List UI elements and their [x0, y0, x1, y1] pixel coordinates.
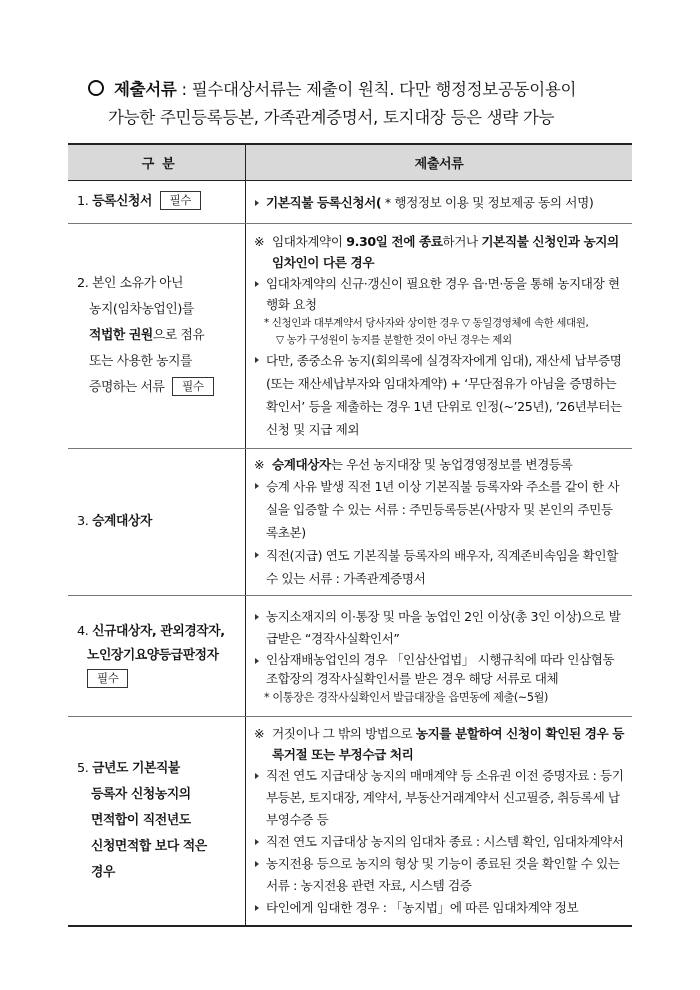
document-item: 농지전용 등으로 농지의 형상 및 기능이 종료된 것을 확인할 수 있는 서류 : 농지전용 관련 자료, 시스템 검증 — [254, 853, 624, 897]
note-item — [254, 454, 624, 475]
category-line — [77, 375, 239, 401]
category-title: 승계대상자 — [92, 514, 152, 529]
document-name: 기본직불 등록신청서( — [266, 194, 382, 210]
category-line — [77, 834, 239, 860]
category-line — [77, 756, 239, 782]
category-line — [77, 323, 239, 349]
note-text: 임대차계약이 — [272, 234, 347, 249]
submission-docs-intro — [88, 76, 648, 132]
row-category — [68, 717, 246, 927]
row-documents — [246, 449, 633, 596]
footnote: * 신청인과 대부계약서 당사자와 상이한 경우 ▽ 동일경영체에 속한 세대원, — [264, 317, 589, 329]
category-line — [77, 620, 239, 644]
row-documents — [246, 717, 633, 927]
table-row — [68, 449, 632, 596]
required-badge: 필수 — [87, 669, 128, 688]
hollow-circle-bullet-icon — [88, 80, 104, 96]
footnote: ▽ 농가 구성원이 농지를 분할한 것이 아닌 경우는 제외 — [276, 334, 512, 346]
row-documents — [246, 181, 633, 224]
intro-separator: : — [176, 80, 192, 99]
category-title: 신청면적합 보다 적은 — [91, 839, 207, 854]
category-title: 노인장기요양등급판정자 — [87, 648, 219, 663]
category-line — [77, 644, 239, 668]
category-line — [77, 782, 239, 808]
category-line — [77, 808, 239, 834]
category-title: 등록신청서 — [92, 194, 152, 209]
document-note: * 행정정보 이용 및 정보제공 동의 서명) — [381, 194, 594, 210]
category-title: 경우 — [91, 865, 115, 880]
category-title: 신규대상자, 관외경작자, — [92, 624, 225, 639]
row-category — [68, 449, 246, 596]
category-title: 금년도 기본직불 — [92, 761, 180, 776]
document-item: 인삼재배농업인의 경우 「인삼산업법」 시행규칙에 따라 인삼협동조합장의 경작사실확인서를 받은 경우 해당 서류로 대체 — [254, 650, 624, 688]
document-item — [254, 192, 624, 213]
note-text: 거짓이나 그 밖의 방법으로 — [272, 726, 416, 741]
row-documents — [246, 224, 633, 449]
note-bold: 농지를 분할하여 신청이 확인된 경우 등록거절 또는 부정수급 처리 — [272, 726, 625, 762]
note-bold: 9.30일 전에 종료 — [346, 234, 443, 249]
row-category — [68, 224, 246, 449]
table-row — [68, 224, 632, 449]
intro-line-1 — [88, 76, 648, 104]
document-item: 직전 연도 지급대상 농지의 매매계약 등 소유권 이전 증명자료 : 등기부등본, 토지대장, 계약서, 부동산거래계약서 신고필증, 취등록세 납부영수증 등 — [254, 765, 624, 831]
category-line: 2. 본인 소유가 아닌 — [77, 276, 184, 291]
row-documents — [246, 596, 633, 717]
document-item: 다만, 종중소유 농지(회의록에 실경작자에게 임대), 재산세 납부증명(또는 재산세납부자와 임대차계약) + ‘무단점유가 아님을 증명하는 확인서’ 등을 제출하는 경우 1년 단위로 인정(~’25년), ’26년부터는 신청 및 지급 제외 — [254, 349, 624, 441]
category-text: 으로 점유 — [152, 328, 205, 343]
note-text: 는 우선 농지대장 및 농업경영정보를 변경등록 — [330, 457, 573, 472]
note-item — [254, 231, 624, 273]
note-bold: 기본직불 신청인과 농지의 임차인이 다른 경우 — [272, 234, 619, 270]
category-title: 등록자 신청농지의 — [91, 787, 191, 802]
row-category — [68, 596, 246, 717]
document-item: 승계 사유 발생 직전 1년 이상 기본직불 등록자와 주소를 같이 한 사실을 입증할 수 있는 서류 : 주민등록등본(사망자 및 본인의 주민등록초본) — [254, 475, 624, 544]
table-row — [68, 717, 632, 927]
category-line — [77, 860, 239, 886]
category-line: 농지(임차농업인)를 — [89, 302, 194, 317]
submission-documents-table — [68, 143, 632, 927]
document-item: 직전(지급) 연도 기본직불 등록자의 배우자, 직계존비속임을 확인할 수 있는 서류 : 가족관계증명서 — [254, 544, 624, 590]
footnote: * 이통장은 경작사실확인서 발급대장을 읍면동에 제출(~5월) — [264, 690, 548, 704]
reference-mark-icon: ※ — [254, 234, 265, 249]
header-category: 구 분 — [68, 144, 246, 181]
row-number: 5. — [77, 761, 89, 776]
document-item: 타인에게 임대한 경우 : 「농지법」에 따른 임대차계약 정보 — [254, 897, 624, 919]
category-text: 증명하는 서류 — [89, 380, 165, 395]
note-bold: 승계대상자 — [272, 457, 331, 472]
row-number: 4. — [77, 624, 89, 639]
table-header-row — [68, 144, 632, 181]
intro-title: 제출서류 — [114, 80, 177, 99]
note-text: 하거나 — [442, 234, 482, 249]
reference-mark-icon: ※ — [254, 726, 265, 741]
row-number: 3. — [77, 514, 89, 529]
required-badge: 필수 — [172, 377, 213, 396]
row-category — [68, 181, 246, 224]
header-documents: 제출서류 — [246, 144, 633, 181]
table-row — [68, 181, 632, 224]
document-item: 직전 연도 지급대상 농지의 임대차 종료 : 시스템 확인, 임대차계약서 — [254, 831, 624, 853]
category-line — [77, 668, 239, 692]
required-badge: 필수 — [160, 191, 201, 210]
document-item: 농지소재지의 이·통장 및 마을 농업인 2인 이상(총 3인 이상)으로 발급받은 “경작사실확인서” — [254, 606, 624, 650]
table-row — [68, 596, 632, 717]
reference-mark-icon: ※ — [254, 457, 265, 472]
intro-text: 필수대상서류는 제출이 원칙. 다만 행정정보공동이용이 — [191, 80, 577, 99]
row-number: 1. — [77, 194, 89, 209]
category-title: 면적합이 직전년도 — [91, 813, 191, 828]
document-item: 임대차계약의 신규·갱신이 필요한 경우 읍·면·동을 통해 농지대장 현행화 요청 — [254, 273, 624, 315]
note-item — [254, 723, 624, 765]
category-line: 또는 사용한 농지를 — [89, 354, 193, 369]
category-bold: 적법한 권원 — [89, 328, 153, 343]
intro-line-2: 가능한 주민등록등본, 가족관계증명서, 토지대장 등은 생략 가능 — [108, 108, 555, 127]
